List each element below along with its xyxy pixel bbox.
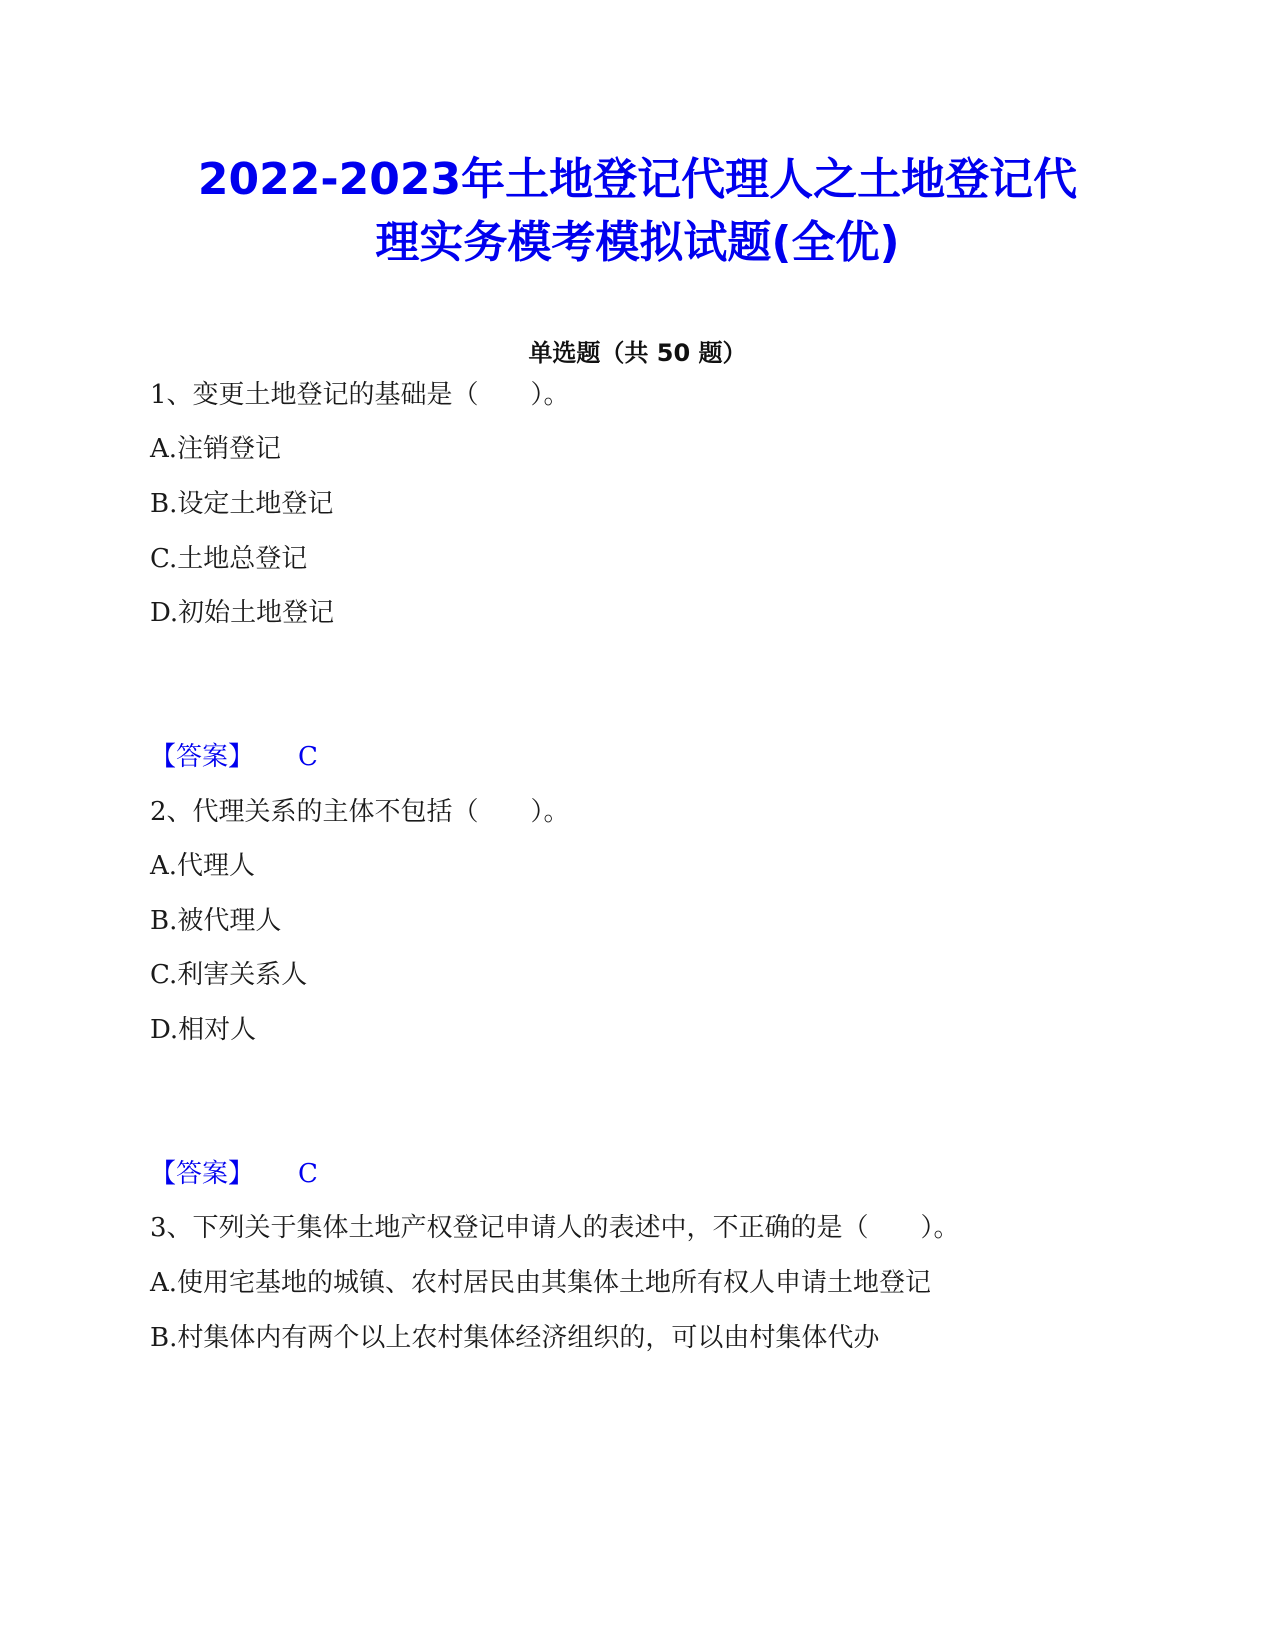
question-3-stem: 3、下列关于集体土地产权登记申请人的表述中，不正确的是（ ）。 [150, 1213, 960, 1243]
question-1-option-c: C.土地总登记 [150, 544, 308, 574]
answer-label: 【答案】 [150, 1159, 255, 1189]
question-2-answer [150, 1157, 318, 1191]
question-1-stem: 1、变更土地登记的基础是（ ）。 [150, 380, 570, 410]
document-title-line-1: 2022-2023年土地登记代理人之土地登记代 [197, 154, 1078, 205]
document-title [140, 148, 1135, 274]
answer-label: 【答案】 [150, 742, 255, 772]
answer-value: C [298, 1159, 318, 1189]
question-1-answer [150, 740, 318, 774]
question-3-option-a: A.使用宅基地的城镇、农村居民由其集体土地所有权人申请土地登记 [150, 1268, 932, 1298]
question-2-option-c: C.利害关系人 [150, 960, 308, 990]
question-3-option-b: B.村集体内有两个以上农村集体经济组织的，可以由村集体代办 [150, 1323, 880, 1353]
question-2-stem: 2、代理关系的主体不包括（ ）。 [150, 797, 570, 827]
question-2-option-d: D.相对人 [150, 1015, 257, 1045]
question-1-option-d: D.初始土地登记 [150, 598, 335, 628]
answer-value: C [298, 742, 318, 772]
document-title-line-2: 理实务模考模拟试题(全优) [375, 217, 900, 268]
question-2-option-a: A.代理人 [150, 851, 256, 881]
section-heading: 单选题（共 50 题） [528, 339, 747, 367]
question-1-option-a: A.注销登记 [150, 434, 282, 464]
question-1-option-b: B.设定土地登记 [150, 489, 334, 519]
question-2-option-b: B.被代理人 [150, 906, 282, 936]
